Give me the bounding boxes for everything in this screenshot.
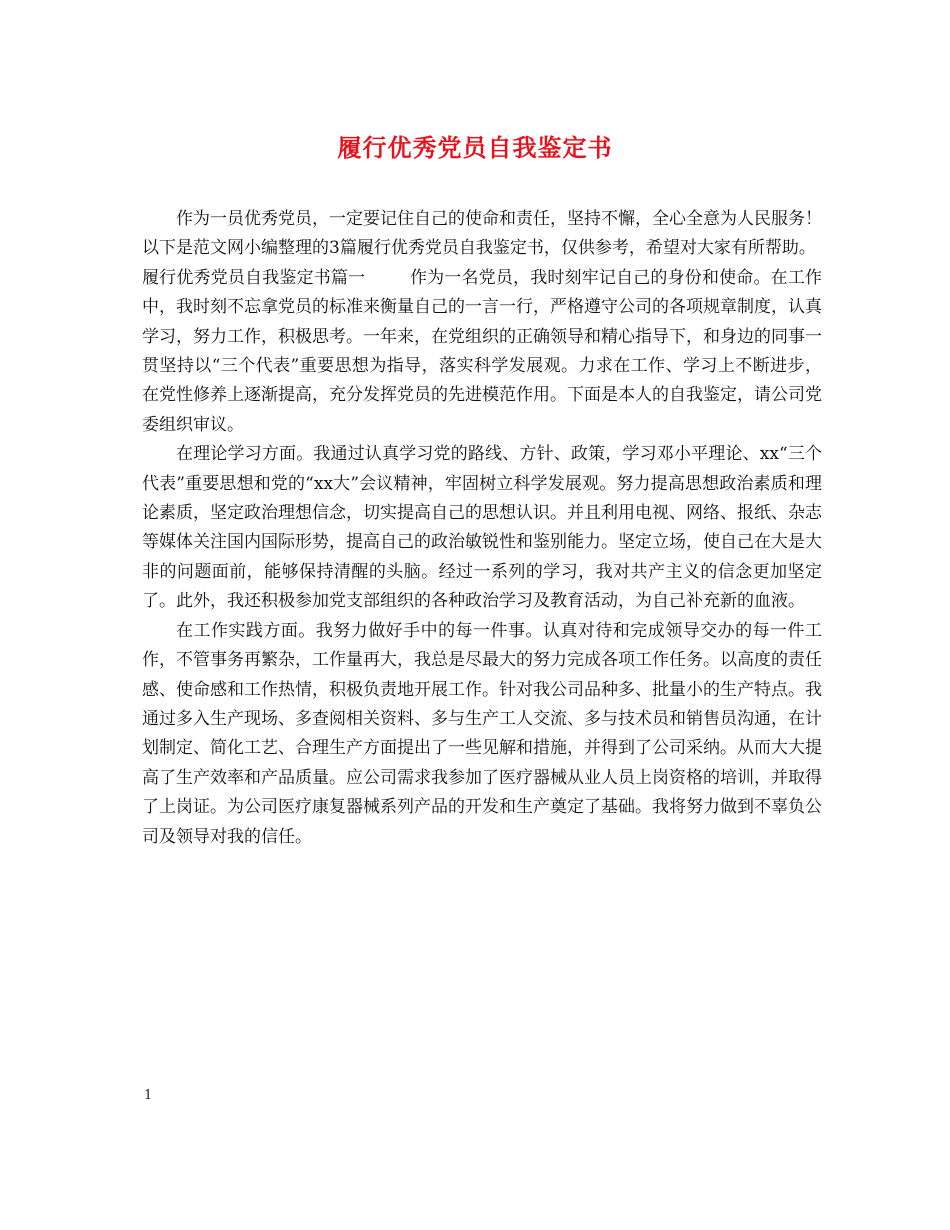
section-1-heading: 履行优秀党员自我鉴定书篇一 xyxy=(142,267,366,288)
heading-gap xyxy=(365,268,410,288)
work-practice-paragraph: 在工作实践方面。我努力做好手中的每一件事。认真对待和完成领导交办的每一件工作，不管事务再繁杂，工作量再大，我总是尽最大的努力完成各项工作任务。以高度的责任感、使命感和工作热情，积极负责地开展工作。针对我公司品种多、批量小的生产特点。我通过多入生产现场、多查阅相关资料、多与生产工人交流、多与技术员和销售员沟通，在计划制定、简化工艺、合理生产方面提出了一些见解和措施，并得到了公司采纳。从而大大提高了生产效率和产品质量。应公司需求我参加了医疗器械从业人员上岗资格的培训，并取得了上岗证。为公司医疗康复器械系列产品的开发和生产奠定了基础。我将努力做到不辜负公司及领导对我的信任。 xyxy=(142,620,822,847)
page-title: 履行优秀党员自我鉴定书 xyxy=(337,133,613,162)
theory-study-paragraph: 在理论学习方面。我通过认真学习党的路线、方针、政策，学习邓小平理论、xx“三个代表”重要思想和党的“xx大”会议精神，牢固树立科学发展观。努力提高思想政治素质和理论素质，坚定政治理想信念，切实提高自己的思想认识。并且利用电视、网络、报纸、杂志等媒体关注国内国际形势，提高自己的政治敏锐性和鉴别能力。坚定立场，使自己在大是大非的问题面前，能够保持清醒的头脑。经过一系列的学习，我对共产主义的信念更加坚定了。此外，我还积极参加党支部组织的各种政治学习及教育活动，为自己补充新的血液。 xyxy=(142,444,822,612)
page-number: 1 xyxy=(144,1088,153,1103)
section-1-paragraph xyxy=(142,264,822,440)
document-body xyxy=(142,205,822,852)
section-1-body: 作为一名党员，我时刻牢记自己的身份和使命。在工作中，我时刻不忘拿党员的标准来衡量自己的一言一行，严格遵守公司的各项规章制度，认真学习，努力工作，积极思考。一年来，在党组织的正确领导和精心指导下，和身边的同事一贯坚持以“三个代表”重要思想为指导，落实科学发展观。力求在工作、学习上不断进步，在党性修养上逐渐提高，充分发挥党员的先进模范作用。下面是本人的自我鉴定，请公司党委组织审议。 xyxy=(142,267,823,435)
intro-paragraph: 作为一员优秀党员，一定要记住自己的使命和责任，坚持不懈，全心全意为人民服务！以下是范文网小编整理的3篇履行优秀党员自我鉴定书，仅供参考，希望对大家有所帮助。 xyxy=(142,209,822,259)
